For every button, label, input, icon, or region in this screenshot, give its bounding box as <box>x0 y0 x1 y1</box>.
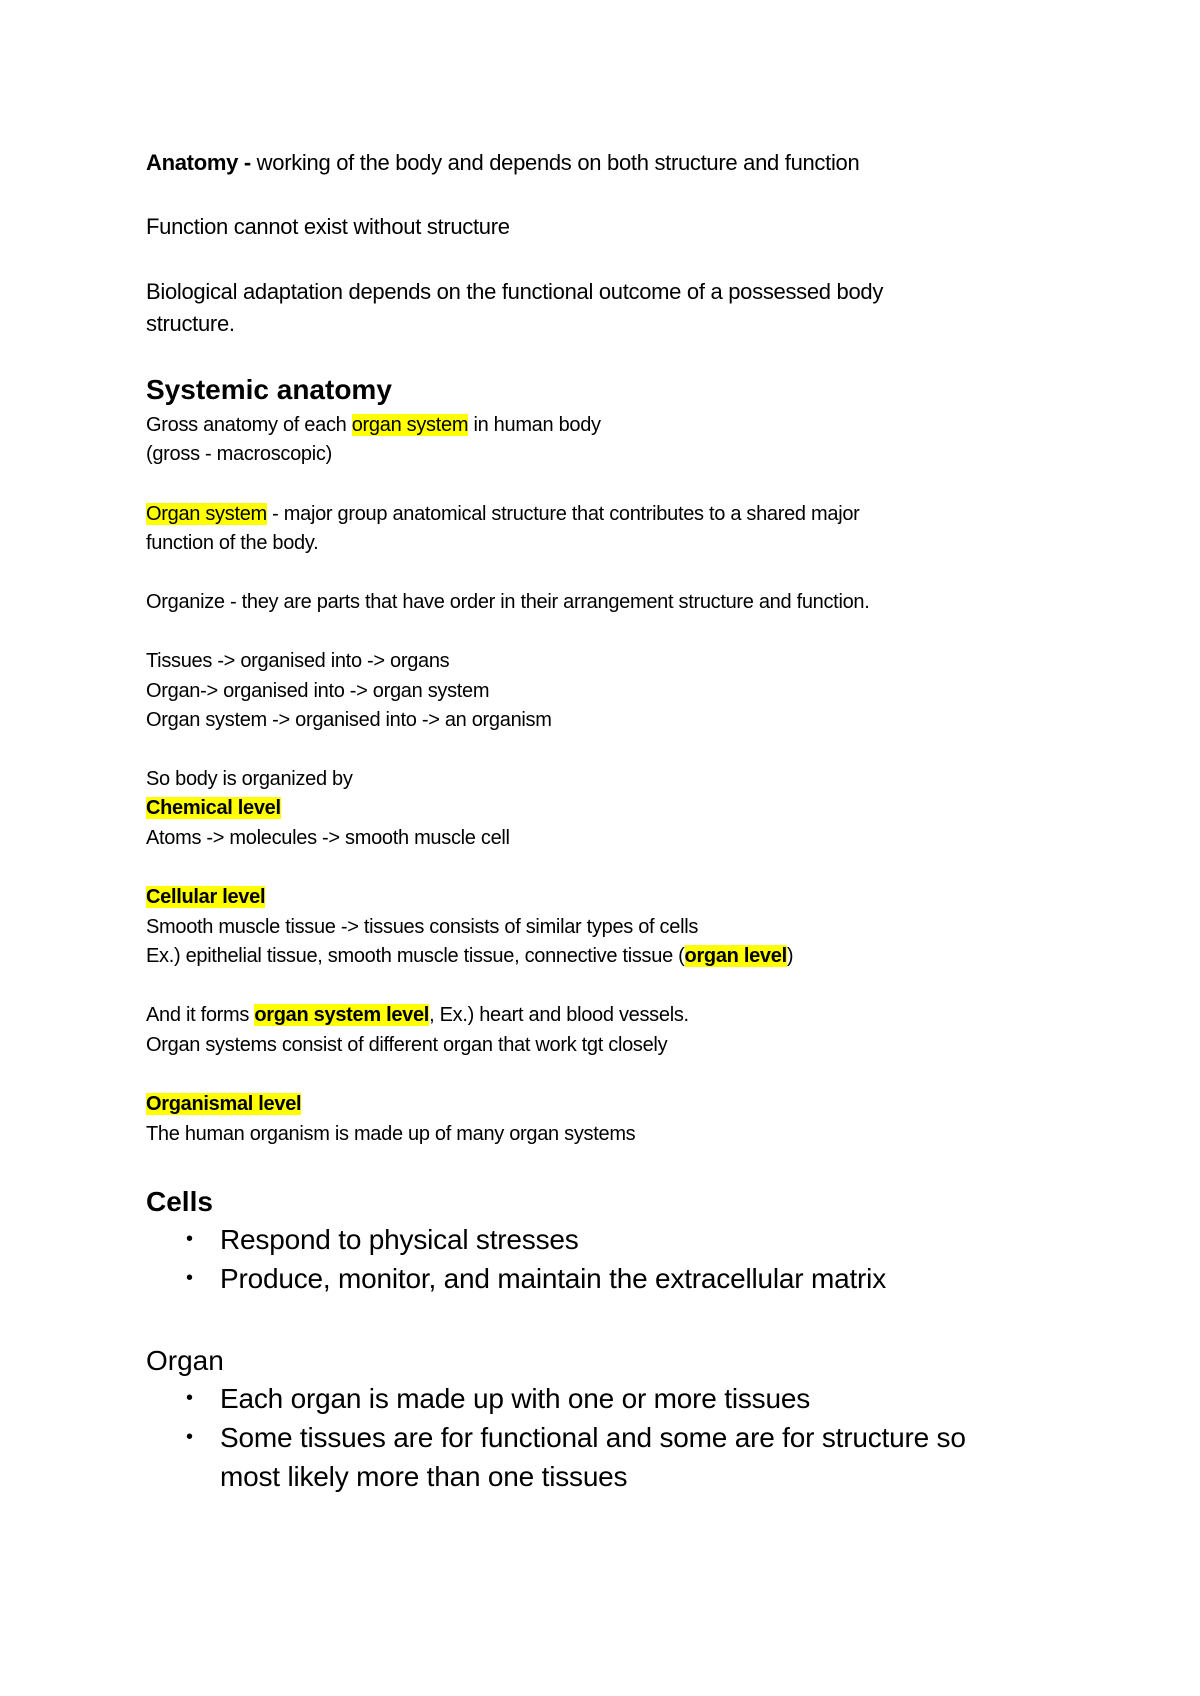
anatomy-definition <box>146 150 859 176</box>
gross-note: (gross - macroscopic) <box>146 443 332 465</box>
bullet-icon: • <box>186 1228 194 1250</box>
cells-bullet-1: Respond to physical stresses <box>220 1224 579 1255</box>
bullet-icon: • <box>186 1267 194 1289</box>
cells-heading: Cells <box>146 1186 213 1217</box>
organ-system-level-line <box>146 1004 689 1027</box>
organ-system-definition-line-2: function of the body. <box>146 532 319 554</box>
organ-systems-consist-line: Organ systems consist of different organ that work tgt closely <box>146 1034 668 1056</box>
organ-bullet-1: Each organ is made up with one or more tissues <box>220 1383 810 1414</box>
forms-pre: And it forms <box>146 1004 255 1026</box>
gross-anatomy-line <box>146 414 601 437</box>
organ-system-highlight: organ system <box>351 414 469 436</box>
organismal-level-text: The human organism is made up of many organ systems <box>146 1123 636 1145</box>
anatomy-definition-text: working of the body and depends on both structure and function <box>250 150 860 175</box>
forms-post: , Ex.) heart and blood vessels. <box>429 1004 689 1026</box>
cellular-example-pre: Ex.) epithelial tissue, smooth muscle tissue, connective tissue ( <box>146 945 685 967</box>
chemical-level-highlight: Chemical level <box>146 797 281 819</box>
anatomy-term: Anatomy - <box>146 150 251 175</box>
cellular-level-label <box>146 886 265 909</box>
chain-line-1: Tissues -> organised into -> organs <box>146 650 450 672</box>
chemical-level-label <box>146 797 281 820</box>
organ-bullet-2-line-2: most likely more than one tissues <box>220 1461 628 1492</box>
organ-bullet-2-line-1: Some tissues are for functional and some are for structure so <box>220 1422 966 1453</box>
organismal-level-highlight: Organismal level <box>146 1093 302 1115</box>
organize-line: Organize - they are parts that have order in their arrangement structure and function. <box>146 591 870 613</box>
chain-line-2: Organ-> organised into -> organ system <box>146 680 490 702</box>
cells-bullet-2: Produce, monitor, and maintain the extracellular matrix <box>220 1263 886 1294</box>
chemical-level-text: Atoms -> molecules -> smooth muscle cell <box>146 827 510 849</box>
organ-heading: Organ <box>146 1345 224 1376</box>
body-organized-intro: So body is organized by <box>146 768 353 790</box>
systemic-anatomy-heading: Systemic anatomy <box>146 374 392 405</box>
cellular-level-example <box>146 945 793 968</box>
organ-level-highlight: organ level <box>684 945 787 967</box>
bullet-icon: • <box>186 1387 194 1409</box>
cellular-example-post: ) <box>786 945 794 967</box>
function-structure-line: Function cannot exist without structure <box>146 214 510 239</box>
adaptation-line-1: Biological adaptation depends on the functional outcome of a possessed body <box>146 279 884 304</box>
cellular-level-text: Smooth muscle tissue -> tissues consists of similar types of cells <box>146 916 699 938</box>
organ-system-level-highlight: organ system level <box>254 1004 430 1026</box>
gross-anatomy-pre: Gross anatomy of each <box>146 414 352 436</box>
organ-system-definition-text: - major group anatomical structure that contributes to a shared major <box>266 503 860 525</box>
organ-system-definition <box>146 503 860 526</box>
cellular-level-highlight: Cellular level <box>146 886 266 908</box>
adaptation-line-2: structure. <box>146 311 235 336</box>
organismal-level-label <box>146 1093 301 1116</box>
gross-anatomy-post: in human body <box>468 414 601 436</box>
organ-system-term: Organ system <box>146 503 267 525</box>
bullet-icon: • <box>186 1426 194 1448</box>
chain-line-3: Organ system -> organised into -> an organism <box>146 709 552 731</box>
